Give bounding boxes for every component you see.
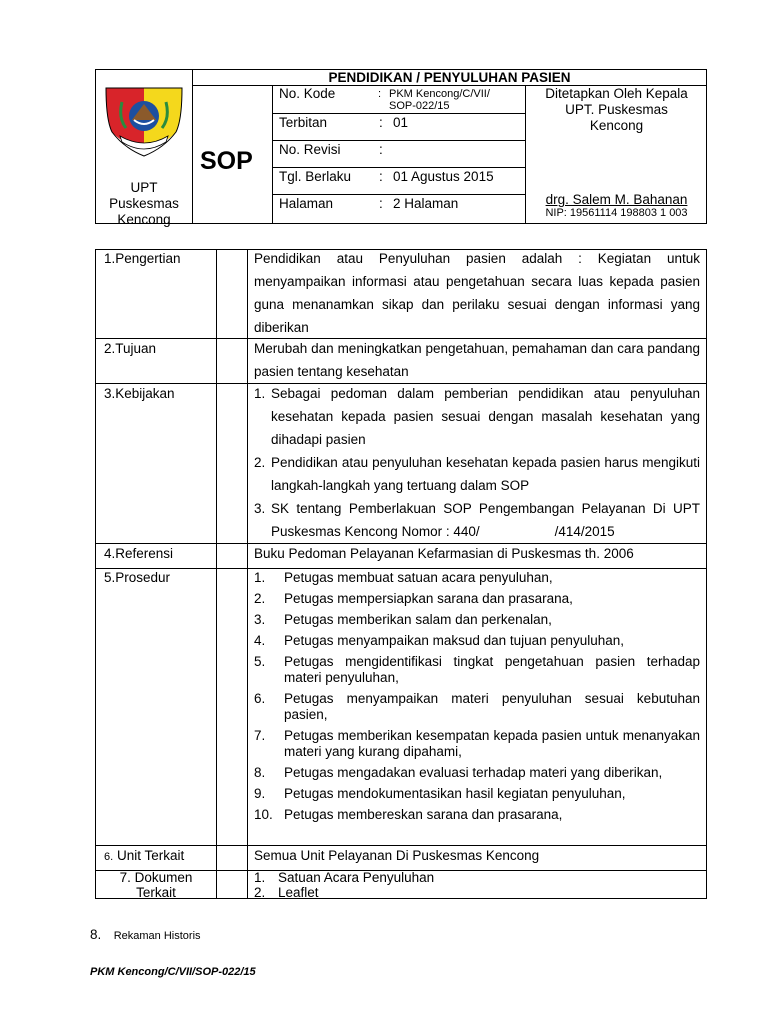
approver-block: Ditetapkan Oleh Kepala UPT. Puskesmas Kencong (545, 86, 688, 133)
field-value-tgl-berlaku: 01 Agustus 2015 (393, 169, 494, 184)
label-pengertian: 1.Pengertian (104, 251, 181, 266)
field-label-terbitan: Terbitan (279, 115, 328, 130)
sop-header-table (95, 69, 707, 227)
field-label-no-kode: No. Kode (279, 86, 336, 101)
field-label-halaman: Halaman (279, 196, 334, 211)
prosedur-item: 1. Petugas membuat satuan acara penyuluhan, (254, 570, 553, 585)
text-tujuan: Merubah dan meningkatkan pengetahuan, pemahaman dan cara pandang pasien tentang kesehatan (254, 341, 700, 379)
rekaman-historis: 8. Rekaman Historis (90, 927, 201, 942)
prosedur-item: 3. Petugas memberikan salam dan perkenalan, (254, 612, 552, 627)
field-sep-terbitan: : (379, 115, 383, 130)
field-label-tgl-berlaku: Tgl. Berlaku (279, 169, 352, 184)
label-kebijakan: 3.Kebijakan (104, 386, 175, 401)
field-label-no-revisi: No. Revisi (279, 142, 341, 157)
prosedur-item: 2. Petugas mempersiapkan sarana dan prasarana, (254, 591, 573, 606)
shield-logo-icon (104, 84, 184, 164)
list-dokumen-terkait (254, 870, 700, 900)
field-sep-no-kode: : (378, 88, 382, 100)
text-referensi: Buku Pedoman Pelayanan Kefarmasian di Puskesmas th. 2006 (254, 546, 634, 561)
label-unit-terkait: 6. Unit Terkait (104, 848, 185, 863)
field-sep-no-revisi: : (379, 142, 383, 157)
label-referensi: 4.Referensi (104, 546, 174, 561)
sop-label: SOP (200, 147, 253, 175)
kebijakan-item: 2. Pendidikan atau penyuluhan kesehatan kepada pasien harus mengikuti langkah-langkah yang tertuang dalam SOP (254, 455, 700, 493)
label-dokumen-terkait: 7. Dokumen Terkait (119, 870, 193, 900)
list-kebijakan (254, 382, 704, 543)
signer-nip: NIP: 19561114 198803 1 003 (545, 207, 688, 219)
sop-content-table (95, 249, 707, 899)
dokumen-item: 2. Leaflet (254, 885, 319, 900)
prosedur-item: 6. Petugas menyampaikan materi penyuluhan sesuai kebutuhan pasien, (254, 691, 700, 722)
kabupaten-logo (104, 84, 184, 164)
field-value-halaman: 2 Halaman (393, 196, 459, 211)
signer-name: drg. Salem M. Bahanan (545, 192, 688, 207)
organization-name: UPT Puskesmas Kencong (109, 180, 179, 227)
footer-document-code: PKM Kencong/C/VII/SOP-022/15 (90, 966, 256, 978)
kebijakan-item: 3. SK tentang Pemberlakuan SOP Pengembangan Pelayanan Di UPT Puskesmas Kencong Nomor : 440/ /414/2015 (254, 501, 704, 539)
document-title: PENDIDIKAN / PENYULUHAN PASIEN (328, 70, 571, 85)
dokumen-item: 1. Satuan Acara Penyuluhan (254, 870, 435, 885)
text-unit-terkait: Semua Unit Pelayanan Di Puskesmas Kencong (254, 848, 540, 863)
prosedur-item: 10. Petugas membereskan sarana dan prasarana, (254, 807, 563, 822)
list-prosedur (254, 570, 700, 823)
prosedur-item: 7. Petugas memberikan kesempatan kepada pasien untuk menanyakan materi yang kurang dipahami, (254, 728, 700, 759)
field-sep-tgl-berlaku: : (379, 169, 383, 184)
prosedur-item: 9. Petugas mendokumentasikan hasil kegiatan penyuluhan, (254, 786, 626, 801)
field-sep-halaman: : (379, 196, 383, 211)
prosedur-item: 8. Petugas mengadakan evaluasi terhadap materi yang diberikan, (254, 765, 663, 780)
label-tujuan: 2.Tujuan (104, 341, 157, 356)
kebijakan-item: 1. Sebagai pedoman dalam pemberian pendidikan atau penyuluhan kesehatan kepada pasien sesuai dengan masalah kesehatan yang dihadapi pasien (254, 386, 700, 447)
label-prosedur: 5.Prosedur (104, 570, 171, 585)
prosedur-item: 5. Petugas mengidentifikasi tingkat pengetahuan pasien terhadap materi penyuluhan, (254, 654, 700, 685)
prosedur-item: 4. Petugas menyampaikan maksud dan tujuan penyuluhan, (254, 633, 624, 648)
field-value-terbitan: 01 (393, 115, 409, 130)
field-value-no-kode: PKM Kencong/C/VII/ SOP-022/15 (389, 88, 490, 112)
text-pengertian: Pendidikan atau Penyuluhan pasien adalah : Kegiatan untuk menyampaikan informasi atau pengetahuan secara luas kepada pasien guna menanamkan sikap dan perilaku sesuai dengan informasi yang diberikan (254, 251, 700, 335)
